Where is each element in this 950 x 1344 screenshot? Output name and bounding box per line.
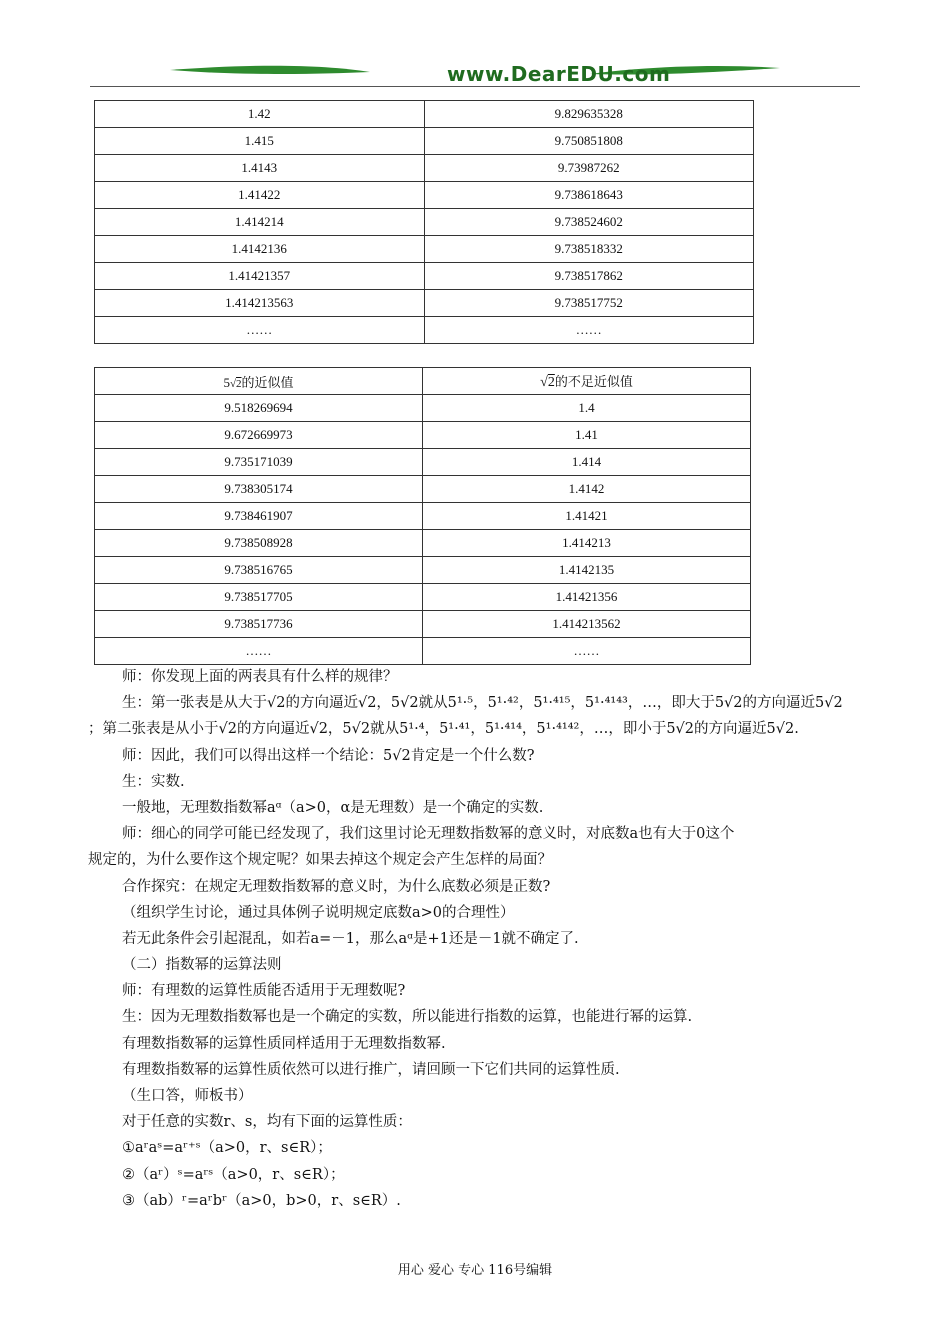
table-cell-left: 9.518269694: [95, 395, 423, 422]
rule-3: ③（ab）ʳ=aʳbʳ（a>0，b>0，r、s∈R）.: [122, 1192, 401, 1209]
table-cell-right: 1.4142: [423, 476, 751, 503]
rule-1: ①aʳaˢ=aʳ⁺ˢ（a>0，r、s∈R）；: [122, 1140, 332, 1157]
table-cell-right: 1.414: [423, 449, 751, 476]
table-cell-left: 9.738517736: [95, 611, 423, 638]
counterexample: 若无此条件会引起混乱，如若a=－1，那么aᵅ是+1还是－1就不确定了.: [122, 930, 579, 947]
table-cell-right: 1.41: [423, 422, 751, 449]
table-cell-right: ……: [424, 317, 754, 344]
statement-2: 有理数指数幂的运算性质依然可以进行推广，请回顾一下它们共同的运算性质.: [122, 1061, 620, 1078]
table-cell-right: 1.414213562: [423, 611, 751, 638]
table-cell-left: 9.738517705: [95, 584, 423, 611]
table-cell-right: 1.4: [423, 395, 751, 422]
table-row: [95, 422, 751, 449]
table-cell-left: 1.4142136: [95, 236, 425, 263]
teacher-question-2: 师：因此，我们可以得出这样一个结论：5√2肯定是一个什么数?: [122, 747, 535, 764]
table-row: [95, 128, 754, 155]
approx-table-lower: [94, 367, 751, 665]
cooperative-inquiry: 合作探究：在规定无理数指数幂的意义时，为什么底数必须是正数?: [122, 878, 551, 895]
table-row: [95, 155, 754, 182]
table-row: [95, 503, 751, 530]
table-row: [95, 395, 751, 422]
approx-table-upper: [94, 100, 754, 344]
table-cell-left: 1.41422: [95, 182, 425, 209]
table-cell-right: 1.4142135: [423, 557, 751, 584]
header-cell-right: √2的不足近似值: [423, 368, 751, 395]
table-row: [95, 209, 754, 236]
student-answer-1-line2: ；第二张表是从小于√2的方向逼近√2，5√2就从5¹·⁴，5¹·⁴¹，5¹·⁴¹⁴，5¹·⁴¹⁴²，…，即小于5√2的方向逼近5√2.: [88, 721, 799, 738]
student-answer-3: 生：因为无理数指数幂也是一个确定的实数，所以能进行指数的运算，也能进行幂的运算.: [122, 1009, 693, 1026]
table-row: [95, 449, 751, 476]
table-cell-right: 9.738618643: [424, 182, 754, 209]
table-row: [95, 638, 751, 665]
header-cell-left: 5√2的近似值: [95, 368, 423, 395]
table-cell-left: 9.738461907: [95, 503, 423, 530]
definition-paragraph: 一般地，无理数指数幂aᵅ（a>0，α是无理数）是一个确定的实数.: [122, 799, 544, 816]
table-cell-right: 9.738517862: [424, 263, 754, 290]
teacher-question-1: 师：你发现上面的两表具有什么样的规律？: [122, 669, 398, 685]
student-answer-1-line1: 生：第一张表是从大于√2的方向逼近√2，5√2就从5¹·⁵，5¹·⁴²，5¹·⁴¹⁵，5¹·⁴¹⁴³，…，即大于5√2的方向逼近5√2: [122, 695, 843, 712]
teacher-remark-line1: 师：细心的同学可能已经发现了，我们这里讨论无理数指数幂的意义时，对底数a也有大于0这个: [122, 826, 735, 843]
site-logo-text[interactable]: www.DearEDU.com: [447, 62, 671, 86]
page-header: [90, 58, 860, 90]
table-row: [95, 530, 751, 557]
table-cell-left: 9.738516765: [95, 557, 423, 584]
student-answer-2: 生：实数.: [122, 773, 185, 790]
table-header-row: [95, 368, 751, 395]
table-cell-left: 1.415: [95, 128, 425, 155]
table-cell-right: 9.738524602: [424, 209, 754, 236]
table-cell-right: 1.41421: [423, 503, 751, 530]
table-cell-left: 1.42: [95, 101, 425, 128]
table-row: [95, 263, 754, 290]
properties-intro: 对于任意的实数r、s，均有下面的运算性质：: [122, 1114, 412, 1131]
section-heading-rules: （二）指数幂的运算法则: [122, 957, 282, 974]
left-swoosh: [170, 66, 370, 74]
table-cell-left: 9.738508928: [95, 530, 423, 557]
body-text: [88, 664, 870, 1214]
table-cell-right: 1.414213: [423, 530, 751, 557]
table-cell-left: ……: [95, 317, 425, 344]
table-row: [95, 557, 751, 584]
board-note: （生口答，师板书）: [122, 1088, 253, 1104]
header-rule: [90, 86, 860, 87]
teacher-question-3: 师：有理数的运算性质能否适用于无理数呢?: [122, 983, 406, 1000]
table-cell-right: 9.738517752: [424, 290, 754, 317]
rule-2: ②（aʳ）ˢ=aʳˢ（a>0，r、s∈R）；: [122, 1166, 345, 1183]
table-row: [95, 611, 751, 638]
table-cell-right: 1.41421356: [423, 584, 751, 611]
sqrt-icon: √2: [229, 377, 242, 390]
teacher-remark-line2: 规定的，为什么要作这个规定呢？如果去掉这个规定会产生怎样的局面？: [88, 852, 552, 869]
table-row: [95, 584, 751, 611]
table-cell-left: 1.414214: [95, 209, 425, 236]
table-cell-right: 9.829635328: [424, 101, 754, 128]
table-row: [95, 290, 754, 317]
table-cell-right: 9.73987262: [424, 155, 754, 182]
table-row: [95, 476, 751, 503]
table-cell-left: ……: [95, 638, 423, 665]
table-cell-left: 9.672669973: [95, 422, 423, 449]
page-footer: 用心 爱心 专心 116号编辑: [397, 1263, 553, 1278]
table-cell-right: ……: [423, 638, 751, 665]
table-row: [95, 101, 754, 128]
table-cell-left: 9.735171039: [95, 449, 423, 476]
table-row: [95, 182, 754, 209]
statement-1: 有理数指数幂的运算性质同样适用于无理数指数幂.: [122, 1035, 446, 1052]
table-cell-left: 1.41421357: [95, 263, 425, 290]
table-row: [95, 236, 754, 263]
table-cell-left: 9.738305174: [95, 476, 423, 503]
sqrt-icon: √2: [540, 375, 555, 390]
discussion-note: （组织学生讨论，通过具体例子说明规定底数a>0的合理性）: [122, 904, 515, 921]
table-cell-right: 9.750851808: [424, 128, 754, 155]
table-cell-right: 9.738518332: [424, 236, 754, 263]
table-cell-left: 1.4143: [95, 155, 425, 182]
table-row: [95, 317, 754, 344]
table-cell-left: 1.414213563: [95, 290, 425, 317]
